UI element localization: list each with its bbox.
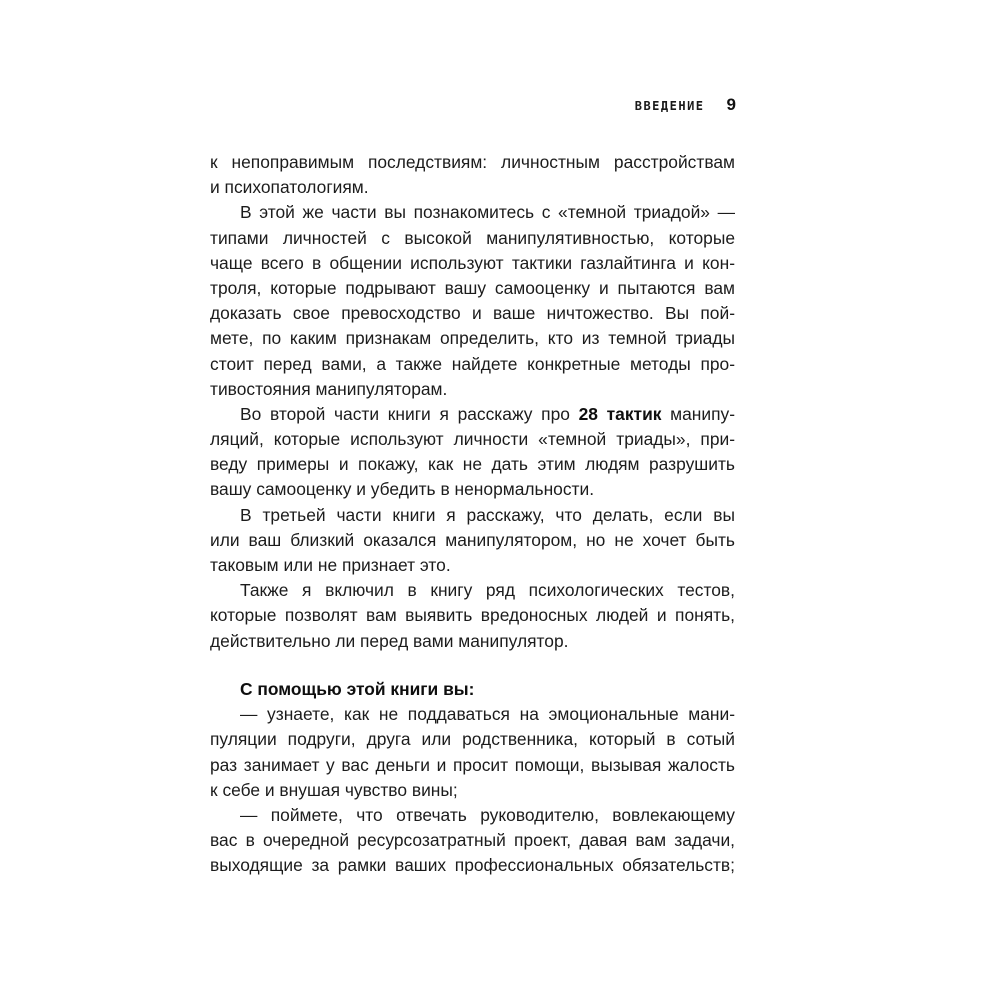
text-line: к непоправимым последствиям: личностным расстройствам — [210, 152, 735, 172]
benefit-line: — узнаете, как не поддаваться на эмоциональные мани- — [240, 704, 735, 725]
text-line: действительно ли перед вами манипулятор. — [210, 630, 569, 651]
text-line: типами личностей с высокой манипулятивностью, которые — [210, 227, 735, 248]
benefit-line: пуляции подруги, друга или родственника, который в сотый — [210, 729, 735, 750]
text-line: ляций, которые используют личности «темной триады», при- — [210, 429, 735, 450]
text-line: Также я включил в книгу ряд психологических тестов, — [240, 580, 735, 601]
benefits-section — [210, 677, 735, 879]
benefit-line: вас в очередной ресурсозатратный проект, давая вам задачи, — [210, 830, 735, 851]
text-line: которые позволят вам выявить вредоносных людей и понять, — [210, 605, 735, 626]
intro-text — [210, 150, 735, 654]
benefit-line: раз занимает у вас деньги и просит помощи, вызывая жалость — [210, 754, 735, 775]
text-line: или ваш близкий оказался манипулятором, но не хочет быть — [210, 529, 735, 550]
emphasis-tactics-count: 28 тактик — [578, 403, 662, 424]
text-line: веду примеры и покажу, как не дать этим людям разрушить — [210, 454, 735, 475]
text-line: тивостояния манипуляторам. — [210, 378, 448, 399]
section-title: ВВЕДЕНИЕ — [634, 99, 705, 113]
text-line: В этой же части вы познакомитесь с «темной триадой» — — [240, 202, 735, 223]
text-line: вашу самооценку и убедить в ненормальности. — [210, 479, 595, 500]
text-run: Во второй части книги я расскажу про — [240, 403, 579, 424]
text-line: стоит перед вами, а также найдете конкретные методы про- — [210, 353, 735, 374]
page-number: 9 — [726, 95, 736, 114]
benefit-line: к себе и внушая чувство вины; — [210, 779, 458, 800]
text-line-with-emphasis — [210, 402, 735, 427]
text-line: чаще всего в общении используют тактики газлайтинга и кон- — [210, 252, 735, 273]
text-line: мете, по каким признакам определить, кто из темной триады — [210, 328, 735, 349]
running-head — [560, 95, 736, 119]
text-line: таковым или не признает это. — [210, 555, 451, 575]
text-run: манипу- — [661, 403, 735, 424]
text-line: В третьей части книги я расскажу, что делать, если вы — [240, 504, 735, 525]
text-line: и психопатологиям. — [210, 177, 369, 198]
benefit-line: — поймете, что отвечать руководителю, вовлекающему — [240, 804, 735, 825]
text-line: доказать свое превосходство и ваше ничтожество. Вы пой- — [210, 303, 735, 324]
benefit-line: выходящие за рамки ваших профессиональных обязательств; — [210, 855, 735, 876]
text-line: троля, которые подрывают вашу самооценку и пытаются вам — [210, 277, 735, 298]
benefits-heading: С помощью этой книги вы: — [240, 679, 475, 699]
